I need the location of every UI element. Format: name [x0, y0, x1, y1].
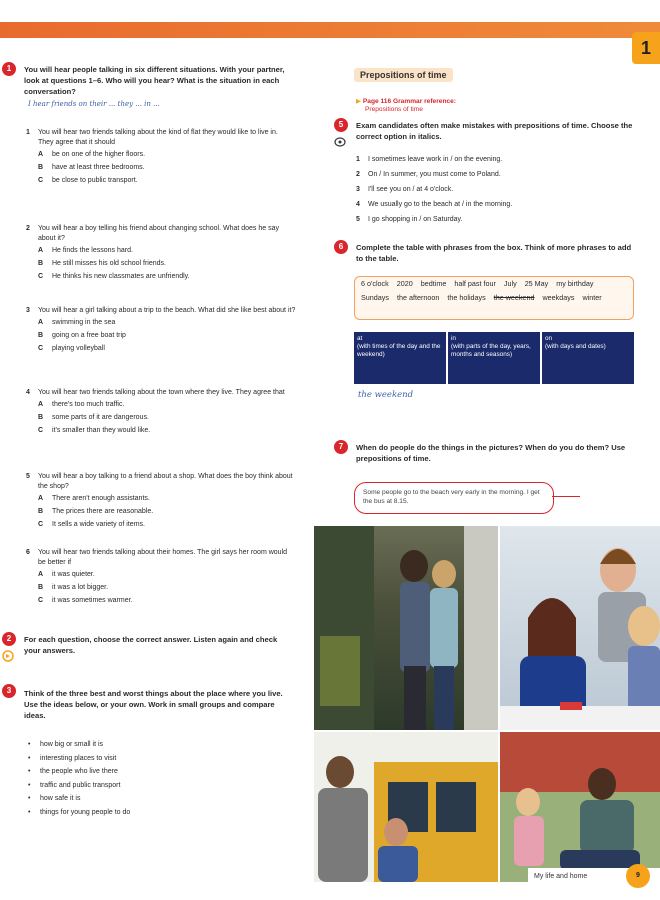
- option-letter: C: [38, 345, 44, 352]
- word-chip: weekdays: [542, 293, 575, 302]
- option-text: it was a lot bigger.: [52, 584, 109, 591]
- list-item[interactable]: 4 We usually go to the beach at / in the morning.: [356, 201, 513, 208]
- question-stem: You will hear a girl talking about a trip to the beach. What did she like best about it?: [38, 307, 296, 314]
- option-letter: A: [38, 319, 44, 326]
- question-number: 4: [26, 389, 30, 396]
- question-item: [26, 128, 296, 187]
- option-letter: A: [38, 247, 44, 254]
- handwritten-table-entry: the weekend: [358, 390, 414, 400]
- answer-option[interactable]: [38, 505, 296, 518]
- photo-students-table: [500, 526, 660, 730]
- question-number: 6: [26, 549, 30, 556]
- option-letter: A: [38, 571, 44, 578]
- answer-option[interactable]: [38, 581, 296, 594]
- table-header-cell: at (with times of the day and the weekend): [354, 332, 446, 384]
- handwritten-answer: I hear friends on their ... they ... in ...: [28, 100, 160, 108]
- word-chip: bedtime: [420, 279, 447, 288]
- exercise-5-items: [356, 152, 646, 227]
- option-text: some parts of it are dangerous.: [52, 414, 149, 421]
- exercise-5-instruction: Exam candidates often make mistakes with prepositions of time. Choose the correct option in italics.: [356, 121, 633, 141]
- option-letter: C: [38, 521, 44, 528]
- question-stem: You will hear two friends talking about the kind of flat they would like to live in.: [38, 129, 278, 136]
- list-item: • things for young people to do: [28, 808, 131, 816]
- option-letter: B: [38, 414, 44, 421]
- list-item[interactable]: 3 I'll see you on / at 4 o'clock.: [356, 186, 454, 193]
- option-text: be close to public transport.: [52, 177, 138, 184]
- option-text: The prices there are reasonable.: [52, 508, 154, 515]
- speech-bubble-tail: [552, 496, 580, 497]
- list-item: • the people who live there: [28, 768, 118, 776]
- option-text: it's smaller than they would like.: [52, 427, 151, 434]
- question-stem: You will hear a boy telling his friend about changing school. What does he say about it?: [38, 225, 280, 242]
- option-letter: A: [38, 401, 44, 408]
- option-letter: B: [38, 260, 44, 267]
- answer-option[interactable]: [38, 594, 296, 607]
- question-item: [26, 224, 296, 283]
- option-letter: C: [38, 427, 44, 434]
- table-header-cell: in (with parts of the day, years, months and seasons): [448, 332, 540, 384]
- question-stem-continued: They agree that it should: [38, 139, 116, 146]
- photo-friends-outside: [500, 732, 660, 882]
- word-chip: the holidays: [447, 293, 486, 302]
- page-number: 9: [626, 864, 650, 888]
- option-text: There aren't enough assistants.: [52, 495, 150, 502]
- option-text: it was sometimes warmer.: [52, 597, 133, 604]
- list-item[interactable]: 5 I go shopping in / on Saturday.: [356, 216, 463, 223]
- exercise-1-instruction: You will hear people talking in six different situations. With your partner, look at questions 1–6. Who will you hear? What is the situation in each conversation?: [24, 65, 285, 96]
- question-stem: You will hear a boy talking to a friend about a shop. What does the boy think about the shop?: [38, 473, 293, 490]
- answer-option[interactable]: [38, 161, 296, 174]
- list-item[interactable]: 2 On / In summer, you must come to Poland.: [356, 171, 501, 178]
- photo-shop-window: [314, 526, 498, 730]
- question-item: [26, 472, 296, 531]
- exam-tip-icon: [334, 136, 346, 148]
- answer-option[interactable]: [38, 257, 296, 270]
- option-letter: B: [38, 164, 44, 171]
- exercise-6-instruction: Complete the table with phrases from the box. Think of more phrases to add to the table.: [356, 243, 632, 263]
- word-chip: July: [503, 279, 517, 288]
- list-item[interactable]: 1 I sometimes leave work in / on the evening.: [356, 156, 503, 163]
- audio-icon[interactable]: [2, 650, 14, 662]
- option-text: He thinks his new classmates are unfriendly.: [52, 273, 190, 280]
- answer-option[interactable]: [38, 518, 296, 531]
- option-letter: A: [38, 151, 44, 158]
- ideas-list: [28, 738, 288, 820]
- option-letter: B: [38, 508, 44, 515]
- option-letter: C: [38, 177, 44, 184]
- header-band: [0, 22, 660, 38]
- photo-school-bus: [314, 732, 498, 882]
- exercise-3-instruction: Think of the three best and worst things about the place where you live. Use the ideas below, or your own. Work in small groups and compare ideas.: [24, 689, 283, 720]
- word-chip-crossed-out: the weekend: [493, 293, 535, 302]
- footer-label: My life and home: [534, 873, 588, 880]
- exercise-7-number: 7: [334, 440, 348, 454]
- question-number: 5: [26, 473, 30, 480]
- word-box: [354, 276, 634, 320]
- answer-option[interactable]: [38, 270, 296, 283]
- option-text: It sells a wide variety of items.: [52, 521, 145, 528]
- word-chip: half past four: [454, 279, 496, 288]
- exercise-7-instruction: When do people do the things in the pictures? When do you do them? Use prepositions of time.: [356, 443, 626, 463]
- option-text: He finds the lessons hard.: [52, 247, 133, 254]
- speech-bubble: Some people go to the beach very early in the morning. I get the bus at 8.15.: [354, 482, 554, 514]
- exercise-3-number: 3: [2, 684, 16, 698]
- question-stem: You will hear two friends talking about the town where they live. They agree that: [38, 389, 285, 396]
- question-number: 3: [26, 307, 30, 314]
- answer-option[interactable]: [38, 398, 296, 411]
- option-letter: C: [38, 597, 44, 604]
- list-item: • how big or small it is: [28, 741, 104, 748]
- answer-option[interactable]: [38, 316, 296, 329]
- answer-option[interactable]: [38, 174, 296, 187]
- prepositions-table: [354, 332, 634, 384]
- option-text: going on a free boat trip: [52, 332, 126, 339]
- option-text: be on one of the higher floors.: [52, 151, 146, 158]
- question-item: [26, 388, 296, 437]
- option-text: it was quieter.: [52, 571, 95, 578]
- option-letter: B: [38, 584, 44, 591]
- list-item: • interesting places to visit: [28, 754, 117, 762]
- question-item: [26, 548, 296, 607]
- page-top: [0, 0, 660, 22]
- option-text: have at least three bedrooms.: [52, 164, 145, 171]
- answer-option[interactable]: [38, 244, 296, 257]
- unit-number-tab: 1: [632, 32, 660, 64]
- word-chip: 25 May: [524, 279, 549, 288]
- question-item: [26, 306, 296, 355]
- option-letter: C: [38, 273, 44, 280]
- option-letter: B: [38, 332, 44, 339]
- option-text: there's too much traffic.: [52, 401, 125, 408]
- exercise-5-number: 5: [334, 118, 348, 132]
- list-item: • how safe it is: [28, 795, 81, 803]
- exercise-1-number: 1: [2, 62, 16, 76]
- question-number: 2: [26, 225, 30, 232]
- option-text: playing volleyball: [52, 345, 105, 352]
- answer-option[interactable]: [38, 411, 296, 424]
- table-header-cell: on (with days and dates): [542, 332, 634, 384]
- question-number: 1: [26, 129, 30, 136]
- answer-option[interactable]: [38, 342, 296, 355]
- question-stem: You will hear two friends talking about their homes. The girl says her room would be better if: [38, 549, 288, 566]
- answer-option[interactable]: [38, 424, 296, 437]
- section-title: Prepositions of time: [354, 68, 453, 82]
- answer-option[interactable]: [38, 568, 296, 581]
- word-chip: 6 o'clock: [361, 279, 389, 288]
- option-text: He still misses his old school friends.: [52, 260, 166, 267]
- exercise-2-instruction: For each question, choose the correct answer. Listen again and check your answers.: [24, 635, 278, 655]
- exercise-6-number: 6: [334, 240, 348, 254]
- answer-option[interactable]: [38, 492, 296, 505]
- answer-option[interactable]: [38, 329, 296, 342]
- grammar-reference[interactable]: ▶ Page 116 Grammar reference: Prepositions of time: [356, 98, 457, 113]
- word-chip: winter: [582, 293, 602, 302]
- word-chip: the afternoon: [396, 293, 440, 302]
- option-text: swimming in the sea: [52, 319, 116, 326]
- exercise-2-number: 2: [2, 632, 16, 646]
- word-chip: Sundays: [361, 293, 389, 302]
- answer-option[interactable]: [38, 148, 296, 161]
- list-item: • traffic and public transport: [28, 781, 121, 789]
- word-chip: my birthday: [556, 279, 594, 288]
- option-letter: A: [38, 495, 44, 502]
- word-chip: 2020: [396, 279, 413, 288]
